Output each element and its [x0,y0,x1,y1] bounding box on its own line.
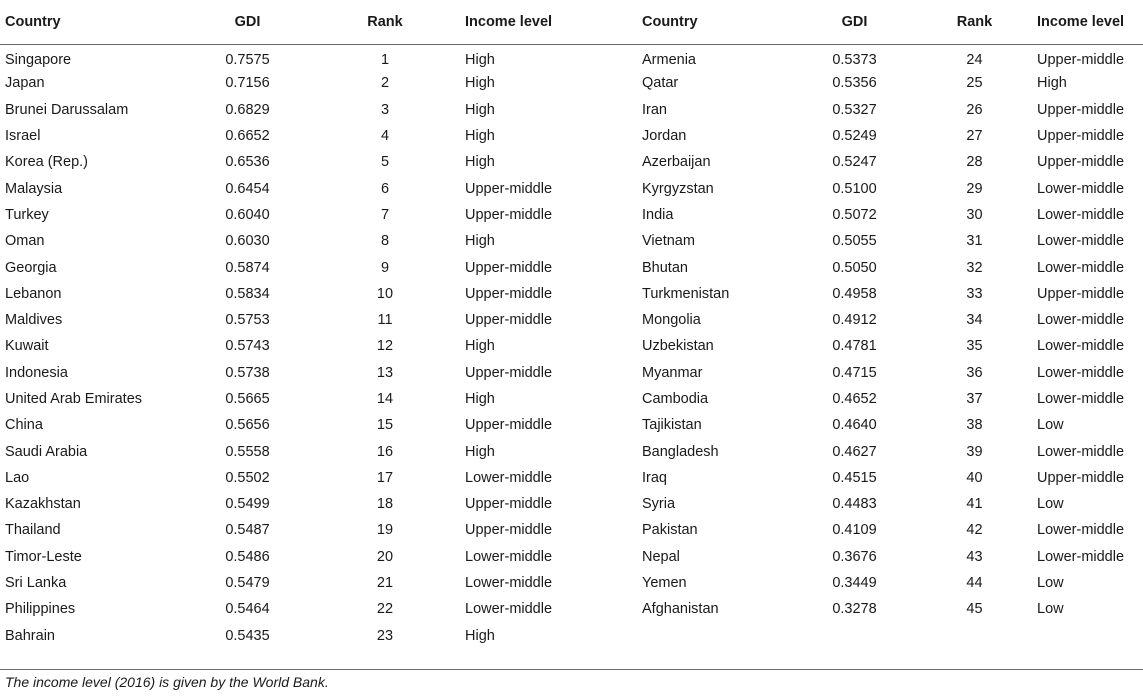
cell-gdi: 0.5499 [225,496,270,513]
cell-rank: 4 [380,128,390,145]
cell-income-level: Upper-middle [1037,52,1125,69]
cell-gdi: 0.4652 [832,391,877,407]
cell-rank: 41 [966,496,983,513]
table-footnote: The income level (2016) is given by the World Bank. [5,674,329,690]
cell-country: Kyrgyzstan [642,180,714,197]
cell-country: Bahrain [5,627,55,644]
cell-country: Georgia [5,259,57,276]
cell-rank: 38 [966,417,983,434]
cell-income-level: High [465,101,495,118]
cell-country: Syria [642,496,676,513]
cell-gdi: 0.5656 [225,417,270,434]
cell-gdi: 0.5502 [225,469,270,486]
cell-country: Philippines [5,601,76,618]
table-row [0,596,1143,622]
cell-country: Kazakhstan [5,496,81,513]
cell-gdi: 0.6030 [225,233,270,250]
cell-country: Lao [5,469,30,486]
cell-gdi: 0.3278 [832,601,877,618]
cell-income-level: Upper-middle [1037,101,1125,118]
cell-rank: 34 [966,312,983,329]
cell-rank: 39 [966,443,983,460]
column-header-income-level: Income level [1037,0,1143,44]
cell-country: Cambodia [642,391,709,407]
table-bottom-rule [0,669,1143,670]
cell-country: China [5,417,43,434]
cell-country: Mongolia [642,312,701,329]
cell-gdi: 0.5100 [832,180,877,197]
cell-income-level: High [465,338,495,355]
table-row [0,149,1143,175]
cell-gdi: 0.5247 [832,154,877,171]
cell-country: Myanmar [642,364,703,381]
cell-country: Singapore [5,52,72,69]
cell-rank: 42 [966,522,983,539]
cell-income-level: High [465,154,495,171]
cell-income-level: Upper-middle [1037,469,1125,486]
cell-gdi: 0.5373 [832,52,877,69]
column-header-country: Country [637,0,797,44]
table-row [0,438,1143,464]
cell-gdi: 0.6454 [225,180,270,197]
table-row [0,360,1143,386]
cell-gdi: 0.4483 [832,496,877,513]
cell-country: Azerbaijan [642,154,711,171]
cell-country: Indonesia [5,364,68,381]
cell-country: Israel [5,128,41,145]
cell-income-level: Upper-middle [465,496,553,513]
cell-income-level [1037,623,1143,649]
cell-gdi: 0.5327 [832,101,877,118]
cell-income-level: Low [1037,601,1064,618]
cell-gdi: 0.5435 [225,627,270,644]
cell-rank: 23 [376,627,394,644]
cell-gdi: 0.5249 [832,128,877,145]
cell-rank: 11 [377,312,393,329]
cell-country: Brunei Darussalam [5,101,129,118]
cell-rank: 35 [966,338,983,355]
cell-gdi: 0.5743 [225,338,270,355]
cell-income-level: Lower-middle [1037,364,1125,381]
cell-rank: 1 [380,52,390,69]
cell-rank: 25 [966,75,983,92]
cell-income-level: High [465,75,495,92]
cell-income-level: Upper-middle [1037,285,1125,302]
cell-country: Timor-Leste [5,548,82,565]
cell-income-level: Upper-middle [1037,154,1125,171]
cell-country: United Arab Emirates [5,391,143,407]
cell-gdi: 0.6536 [225,154,270,171]
cell-income-level: High [465,443,495,460]
cell-income-level: Lower-middle [1037,391,1125,407]
column-header-country: Country [0,0,190,44]
cell-gdi: 0.4781 [832,338,877,355]
cell-income-level: Lower-middle [1037,233,1125,250]
cell-income-level: Lower-middle [465,601,553,618]
cell-income-level: Lower-middle [1037,312,1125,329]
cell-income-level: Upper-middle [465,522,553,539]
cell-country: Vietnam [642,233,695,250]
cell-income-level: Upper-middle [465,180,553,197]
cell-income-level: Upper-middle [465,285,553,302]
cell-gdi: 0.5487 [225,522,270,539]
cell-country: Iraq [642,469,667,486]
cell-income-level: Lower-middle [465,575,553,592]
cell-rank: 13 [376,364,394,381]
cell-country: Oman [5,233,45,250]
cell-gdi: 0.5479 [225,575,270,592]
table-row [0,412,1143,438]
table-row [0,254,1143,280]
cell-rank: 19 [376,522,394,539]
cell-income-level: Lower-middle [1037,443,1125,460]
cell-country: Bangladesh [642,443,719,460]
cell-country: Turkey [5,206,49,223]
table-row [0,97,1143,123]
cell-gdi: 0.5356 [832,75,877,92]
cell-rank: 30 [966,206,983,223]
cell-gdi: 0.4515 [832,469,877,486]
table-row [0,123,1143,149]
cell-income-level: Upper-middle [1037,128,1125,145]
cell-gdi: 0.3676 [832,548,877,565]
cell-gdi: 0.3449 [832,575,877,592]
cell-gdi: 0.7156 [225,75,270,92]
cell-income-level: Upper-middle [465,417,553,434]
cell-rank: 2 [380,75,390,92]
cell-income-level: Lower-middle [1037,259,1125,276]
cell-income-level: Lower-middle [1037,548,1125,565]
table-row [0,570,1143,596]
cell-country: Thailand [5,522,61,539]
cell-income-level: Lower-middle [465,548,553,565]
table-row [0,307,1143,333]
cell-rank: 28 [966,154,983,171]
cell-country: Maldives [5,312,63,329]
cell-gdi: 0.5050 [832,259,877,276]
table-row [0,281,1143,307]
cell-rank: 32 [966,259,983,276]
table-row [0,623,1143,649]
cell-income-level: Lower-middle [465,469,553,486]
table-row [0,544,1143,570]
cell-country: Malaysia [5,180,63,197]
cell-income-level: High [465,233,495,250]
cell-rank: 26 [966,101,983,118]
cell-rank: 17 [376,469,394,486]
cell-gdi: 0.5665 [225,391,270,407]
cell-gdi: 0.4109 [832,522,877,539]
cell-country: Kuwait [5,338,49,355]
cell-income-level: Lower-middle [1037,338,1125,355]
cell-rank: 37 [966,391,983,407]
cell-rank: 24 [966,52,983,69]
cell-country: Qatar [642,75,679,92]
cell-income-level: High [465,627,495,644]
cell-gdi: 0.4912 [832,312,877,329]
cell-gdi: 0.6040 [225,206,270,223]
column-header-income-level: Income level [465,0,637,44]
column-header-rank: Rank [305,0,465,44]
table-row [0,228,1143,254]
cell-country: Yemen [642,575,687,592]
table-row [0,70,1143,96]
cell-gdi: 0.4958 [832,285,877,302]
cell-income-level: High [465,391,495,407]
cell-country: Saudi Arabia [5,443,88,460]
cell-gdi: 0.4627 [832,443,877,460]
cell-income-level: High [465,128,495,145]
cell-gdi: 0.5834 [225,285,270,302]
cell-rank: 43 [966,548,983,565]
cell-income-level: Low [1037,496,1064,513]
cell-country: Bhutan [642,259,688,276]
cell-gdi: 0.6652 [225,128,270,145]
cell-country: Uzbekistan [642,338,714,355]
cell-rank: 9 [380,259,390,276]
cell-rank: 16 [376,443,394,460]
cell-income-level: Upper-middle [465,312,553,329]
cell-income-level: Upper-middle [465,364,553,381]
cell-country: Korea (Rep.) [5,154,89,171]
cell-gdi [797,623,912,649]
cell-income-level: Upper-middle [465,259,553,276]
cell-rank: 45 [966,601,983,618]
cell-rank: 5 [380,154,390,171]
cell-gdi: 0.6829 [225,101,270,118]
cell-country: Nepal [642,548,680,565]
column-header-gdi: GDI [797,0,912,44]
cell-income-level: Low [1037,417,1064,434]
cell-rank: 18 [376,496,394,513]
cell-country: Iran [642,101,667,118]
cell-country: Lebanon [5,285,62,302]
cell-country: Turkmenistan [642,285,730,302]
cell-rank: 27 [966,128,983,145]
cell-country: Japan [5,75,45,92]
table-row [0,517,1143,543]
cell-country: Afghanistan [642,601,719,618]
cell-income-level: Lower-middle [1037,180,1125,197]
cell-rank: 15 [376,417,394,434]
table-body [0,44,1143,649]
cell-country: Armenia [642,52,696,69]
cell-rank: 20 [376,548,394,565]
table-row [0,333,1143,359]
cell-income-level: Lower-middle [1037,522,1125,539]
cell-country [637,623,797,649]
cell-rank: 31 [966,233,983,250]
cell-rank: 21 [376,575,394,592]
cell-rank: 36 [966,364,983,381]
cell-gdi: 0.5486 [225,548,270,565]
cell-country: Tajikistan [642,417,702,434]
cell-gdi: 0.5055 [832,233,877,250]
table-row [0,202,1143,228]
cell-gdi: 0.4715 [832,364,877,381]
cell-rank: 33 [966,285,983,302]
table-row [0,465,1143,491]
table-row [0,175,1143,201]
cell-gdi: 0.5558 [225,443,270,460]
table-row [0,386,1143,412]
column-header-gdi: GDI [190,0,305,44]
cell-rank: 7 [380,206,390,223]
cell-income-level: Upper-middle [465,206,553,223]
cell-country: Jordan [642,128,687,145]
cell-rank: 3 [380,101,390,118]
cell-gdi: 0.4640 [832,417,877,434]
cell-gdi: 0.5753 [225,312,270,329]
cell-income-level: Low [1037,575,1064,592]
cell-rank: 40 [966,469,983,486]
cell-rank: 14 [376,391,394,407]
column-header-rank: Rank [912,0,1037,44]
cell-gdi: 0.5738 [225,364,270,381]
cell-country: Pakistan [642,522,698,539]
cell-rank: 10 [376,285,394,302]
cell-gdi: 0.5464 [225,601,270,618]
cell-country: India [642,206,674,223]
cell-income-level: Lower-middle [1037,206,1125,223]
cell-rank: 22 [376,601,394,618]
table-row [0,44,1143,70]
table-row [0,491,1143,517]
cell-gdi: 0.7575 [225,52,270,69]
cell-income-level: High [1037,75,1067,92]
cell-rank: 8 [380,233,390,250]
cell-rank: 44 [966,575,983,592]
cell-gdi: 0.5874 [225,259,270,276]
cell-rank: 6 [380,180,390,197]
cell-country: Sri Lanka [5,575,67,592]
cell-gdi: 0.5072 [832,206,877,223]
cell-rank: 12 [376,338,394,355]
cell-rank: 29 [966,180,983,197]
table-header-row [0,0,1143,44]
cell-income-level: High [465,52,495,69]
cell-rank [912,623,1037,649]
